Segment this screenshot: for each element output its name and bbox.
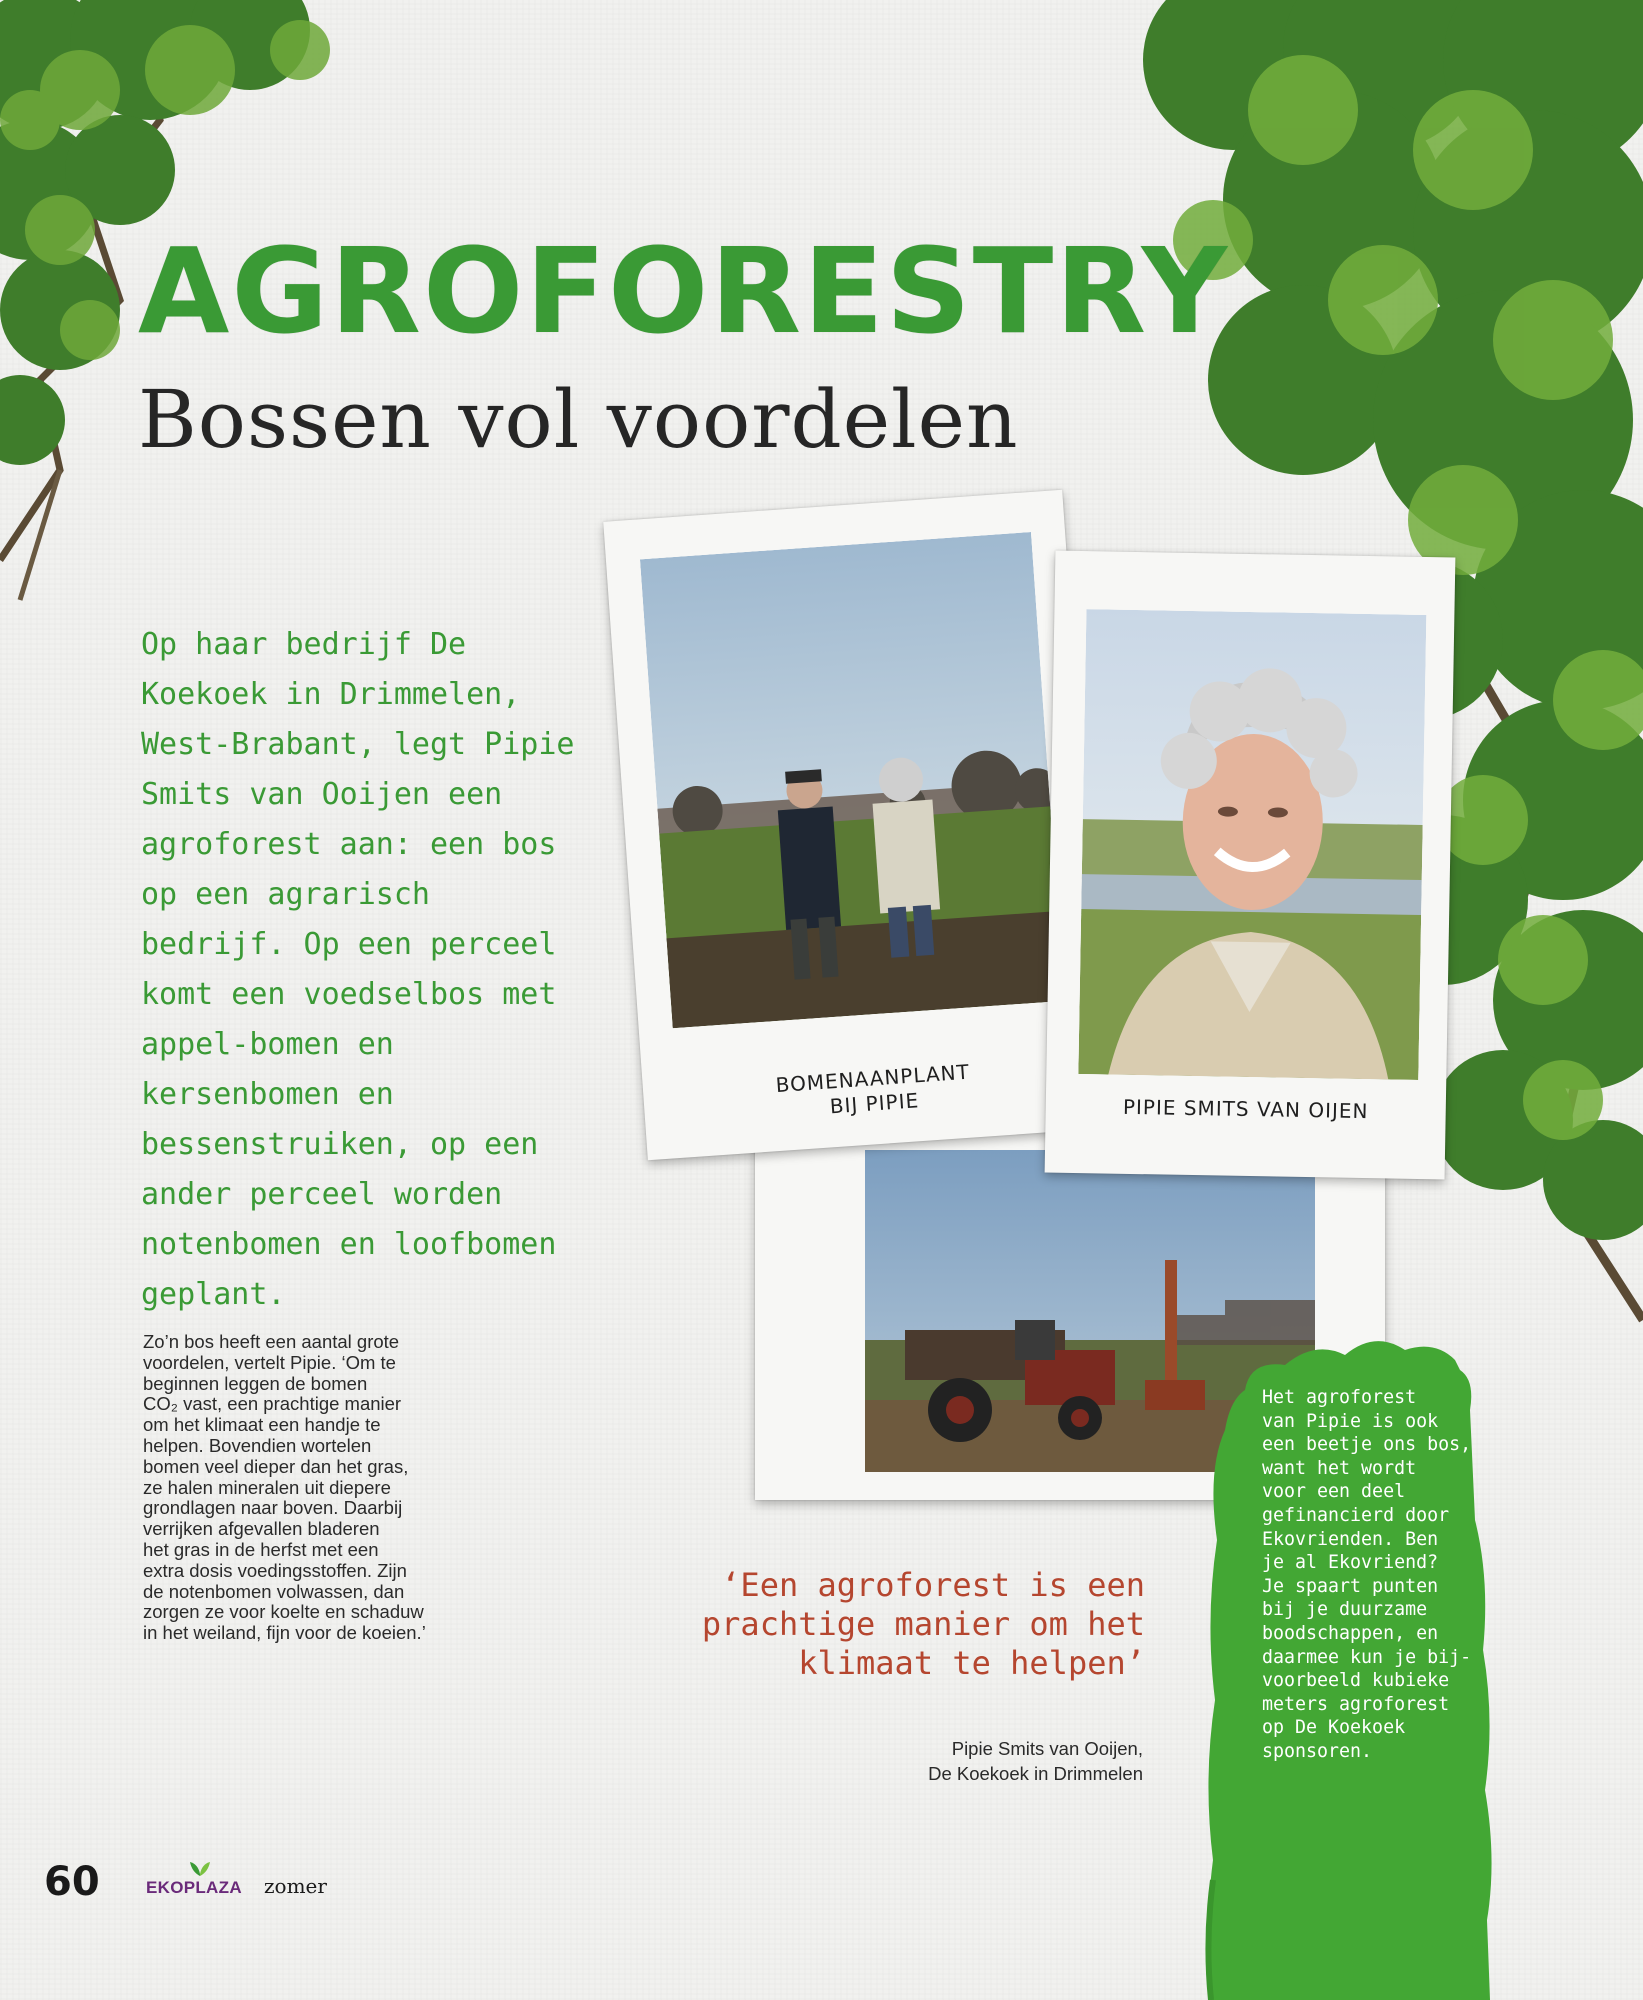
article-subtitle: Bossen vol voordelen: [138, 373, 1019, 466]
season-label: zomer: [264, 1874, 327, 1898]
portrait-photo: [1078, 609, 1426, 1080]
article-headline: AGROFORESTRY: [138, 222, 1230, 360]
intro-paragraph: Op haar bedrijf De Koekoek in Drimmelen, West-Brabant, legt Pipie Smits van Ooijen een agroforest aan: een bos op een agrarisch bedrijf. Op een perceel komt een voedselbos met appel-bomen en kersenbomen en bessenstruiken, op een ander perceel worden notenbomen en loofbomen geplant.: [141, 627, 575, 1312]
quote-attribution-place: De Koekoek in Drimmelen: [928, 1763, 1143, 1784]
field-photo-caption: [642, 1050, 1104, 1132]
caption-line: BIJ PIPIE: [829, 1088, 920, 1119]
page-number: 60: [44, 1859, 100, 1905]
field-photo: [640, 532, 1064, 1028]
photo-field-polaroid: [603, 490, 1107, 1161]
portrait-photo-caption: PIPIE SMITS VAN OIJEN: [1122, 1094, 1369, 1124]
sidebar-text: Het agroforest van Pipie is ook een beetje ons bos, want het wordt voor een deel gefinancierd door Ekovrienden. Ben je al Ekovriend? Je spaart punten bij je duurzame boodschappen, en daarmee kun je bij- voorbeeld kubieke meters agroforest op De Koekoek sponsoren.: [1262, 1387, 1472, 1762]
body-paragraph: Zo’n bos heeft een aantal grote voordelen, vertelt Pipie. ‘Om te beginnen leggen de bomen CO₂ vast, een prachtige manier om het klimaat een handje te helpen. Bovendien wortelen bomen veel dieper dan het gras, ze halen mineralen uit diepere grondlagen naar boven. Daarbij verrijken afgevallen bladeren het gras in de herfst met een extra dosis voedingsstoffen. Zijn de notenbomen volwassen, dan zorgen ze voor koelte en schaduw in het weiland, fijn voor de koeien.’: [143, 1331, 426, 1644]
ekoplaza-logo: [146, 1860, 256, 1900]
quote-attribution-name: Pipie Smits van Ooijen,: [951, 1738, 1143, 1759]
photo-portrait-polaroid: [1045, 551, 1456, 1180]
brand-name: EKOPLAZA: [146, 1878, 242, 1897]
leaf-icon: [188, 1860, 212, 1876]
caption-line: BOMENAANPLANT: [774, 1059, 971, 1098]
quote-attribution: [810, 1736, 1143, 1786]
pull-quote: ‘Een agroforest is een prachtige manier om het klimaat te helpen’: [701, 1566, 1145, 1682]
